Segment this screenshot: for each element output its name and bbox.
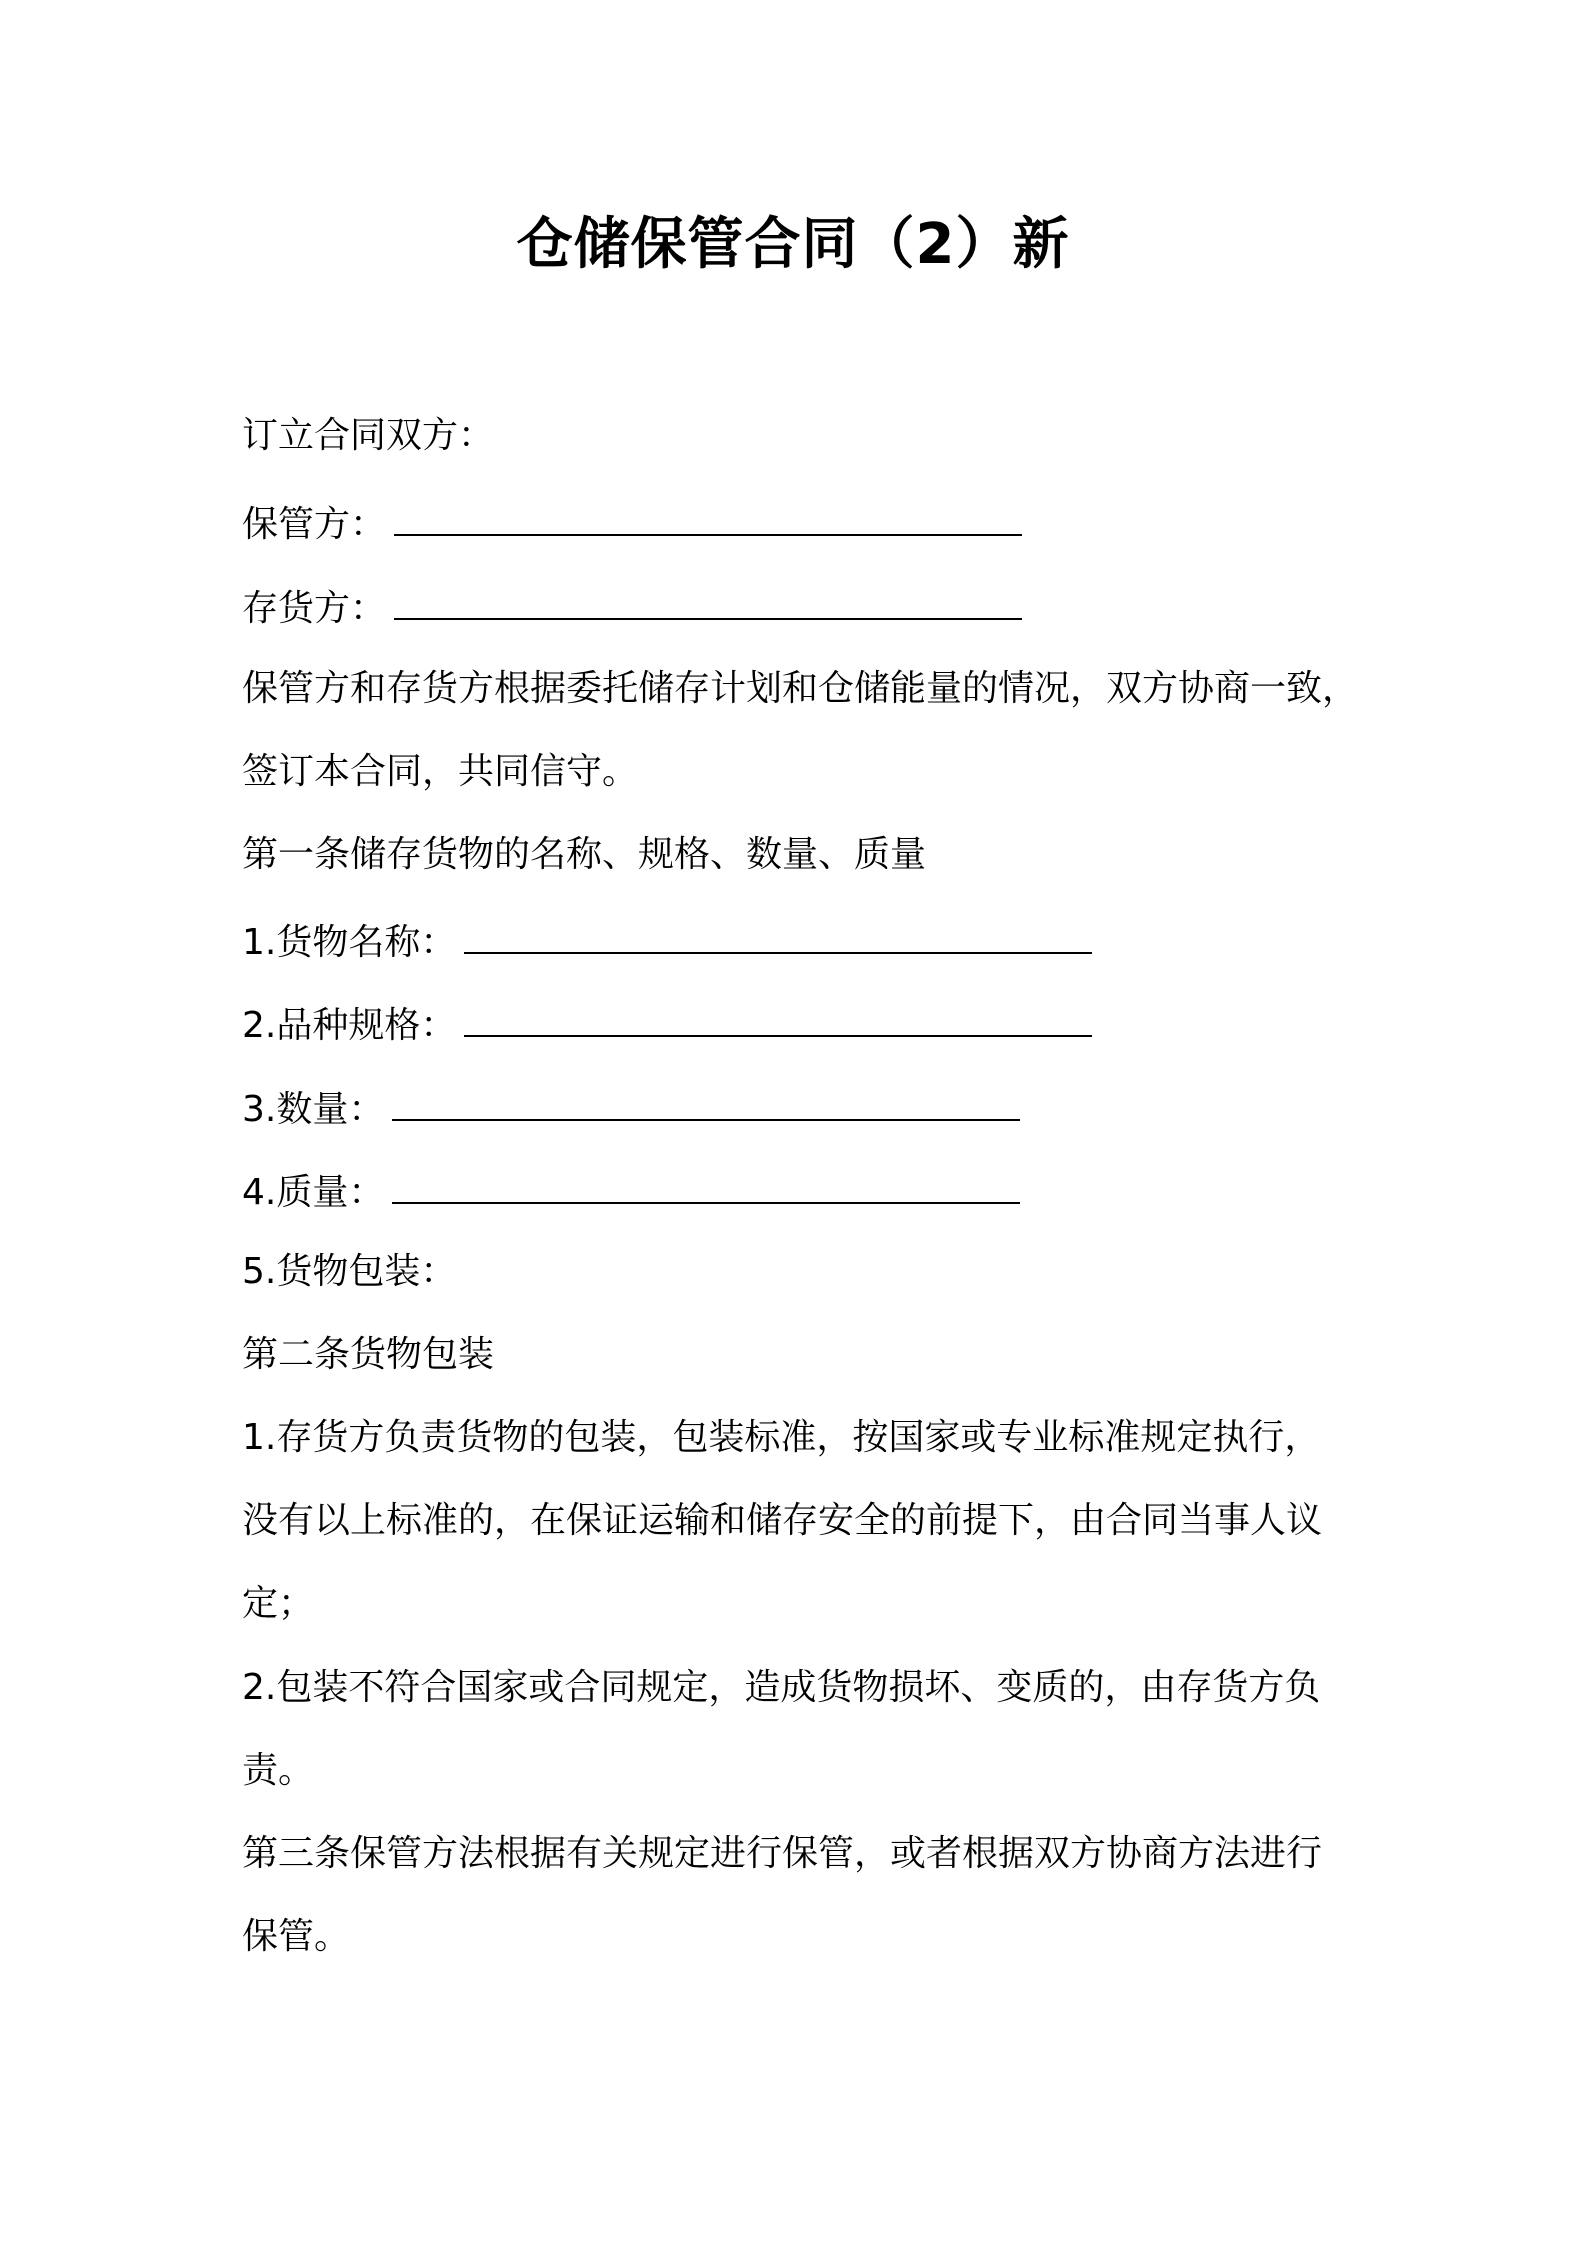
item3-label: 3.数量： <box>242 1089 385 1130</box>
item4-blank <box>392 1168 1020 1204</box>
keeper-label: 保管方： <box>242 504 387 545</box>
preamble-line-1: 保管方和存货方根据委托储存计划和仓储能量的情况，双方协商一致， <box>242 668 1359 709</box>
item3-blank <box>392 1085 1020 1121</box>
item5-line: 5.货物包装： <box>242 1251 457 1292</box>
article3-line2: 保管。 <box>242 1916 351 1957</box>
keeper-line <box>242 500 1022 550</box>
depositor-label: 存货方： <box>242 588 387 629</box>
article2-para2-line1: 2.包装不符合国家或合同规定，造成货物损坏、变质的，由存货方负 <box>242 1667 1321 1708</box>
item1-blank <box>464 918 1092 954</box>
article2-para1-line3: 定； <box>242 1583 315 1624</box>
item3-line <box>242 1085 1020 1135</box>
document-title: 仓储保管合同（2）新 <box>516 212 1070 277</box>
depositor-blank <box>394 584 1022 620</box>
item1-label: 1.货物名称： <box>242 922 457 963</box>
parties-intro: 订立合同双方： <box>242 415 495 456</box>
article3-line1: 第三条保管方法根据有关规定进行保管，或者根据双方协商方法进行 <box>242 1833 1323 1874</box>
article2-heading: 第二条货物包装 <box>242 1334 495 1375</box>
article2-para2-line2: 责。 <box>242 1750 315 1791</box>
article2-para1-line1: 1.存货方负责货物的包装，包装标准，按国家或专业标准规定执行， <box>242 1417 1321 1458</box>
article1-heading: 第一条储存货物的名称、规格、数量、质量 <box>242 834 927 875</box>
preamble-line-2: 签订本合同，共同信守。 <box>242 751 639 792</box>
item4-line <box>242 1168 1020 1218</box>
item4-label: 4.质量： <box>242 1172 385 1213</box>
keeper-blank <box>394 500 1022 536</box>
item2-blank <box>464 1001 1092 1037</box>
article2-para1-line2: 没有以上标准的，在保证运输和储存安全的前提下，由合同当事人议 <box>242 1500 1323 1541</box>
depositor-line <box>242 584 1022 634</box>
item1-line <box>242 918 1092 968</box>
item2-label: 2.品种规格： <box>242 1005 457 1046</box>
item2-line <box>242 1001 1092 1051</box>
